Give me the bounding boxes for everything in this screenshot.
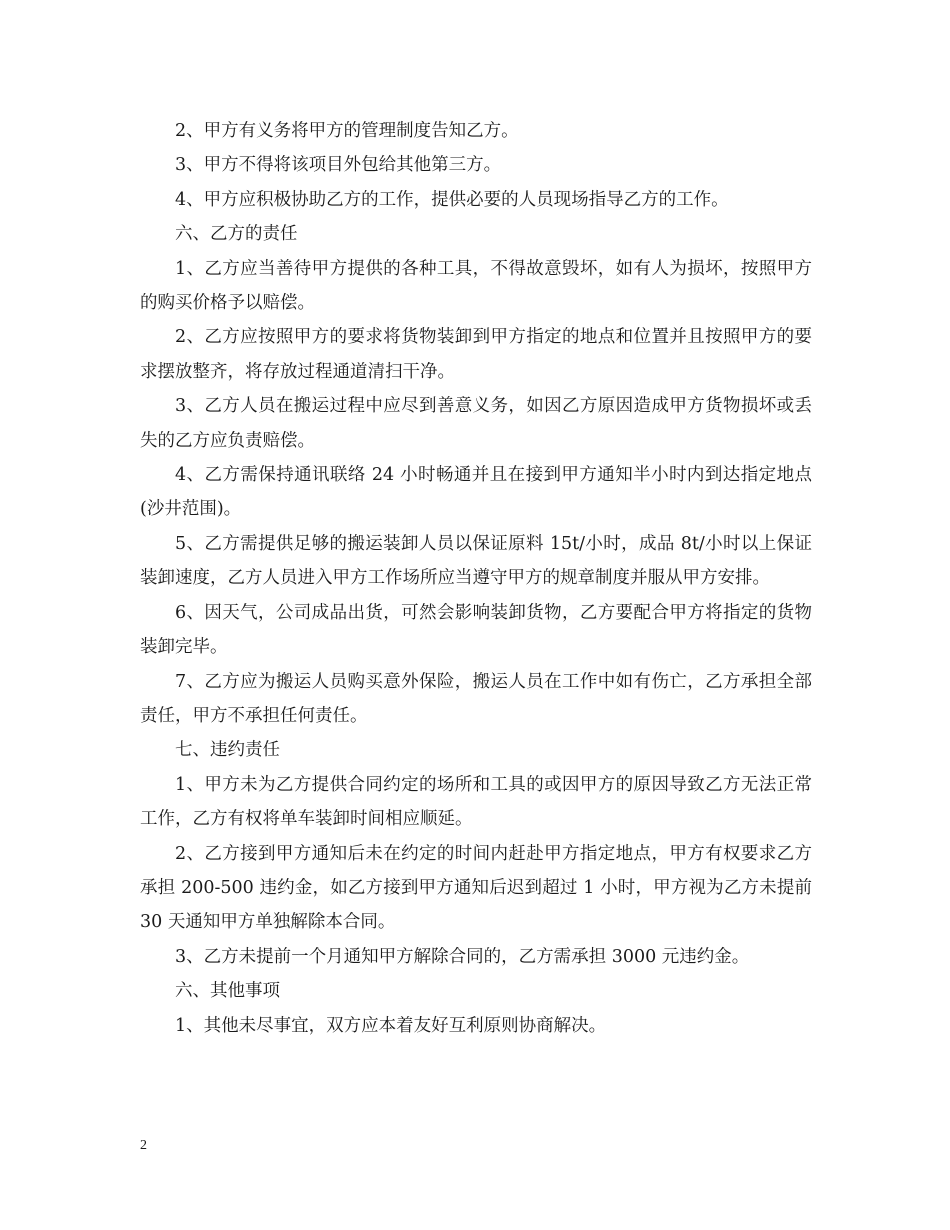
paragraph: 1、甲方未为乙方提供合同约定的场所和工具的或因甲方的原因导致乙方无法正常工作，乙方有权将单车装卸时间相应顺延。 bbox=[140, 774, 812, 830]
paragraph: 3、乙方未提前一个月通知甲方解除合同的，乙方需承担 3000 元违约金。 bbox=[175, 946, 750, 967]
paragraph: 4、甲方应积极协助乙方的工作，提供必要的人员现场指导乙方的工作。 bbox=[175, 189, 729, 210]
paragraph: 2、乙方接到甲方通知后未在约定的时间内赶赴甲方指定地点，甲方有权要求乙方承担 200-500 违约金，如乙方接到甲方通知后迟到超过 1 小时，甲方视为乙方未提前 30 天通知甲方单独解除本合同。 bbox=[140, 843, 812, 933]
paragraph: 4、乙方需保持通讯联络 24 小时畅通并且在接到甲方通知半小时内到达指定地点(沙井范围)。 bbox=[140, 465, 812, 520]
paragraph: 6、因天气，公司成品出货，可然会影响装卸货物，乙方要配合甲方将指定的货物装卸完毕。 bbox=[140, 602, 812, 658]
paragraph: 3、甲方不得将该项目外包给其他第三方。 bbox=[175, 155, 502, 176]
section-heading: 六、其他事项 bbox=[175, 981, 280, 1002]
paragraph: 7、乙方应为搬运人员购买意外保险，搬运人员在工作中如有伤亡，乙方承担全部责任，甲方不承担任何责任。 bbox=[140, 671, 812, 726]
paragraph: 2、乙方应按照甲方的要求将货物装卸到甲方指定的地点和位置并且按照甲方的要求摆放整齐，将存放过程通道清扫干净。 bbox=[140, 327, 812, 382]
document-body bbox=[140, 114, 812, 1043]
paragraph: 5、乙方需提供足够的搬运装卸人员以保证原料 15t/小时，成品 8t/小时以上保证装卸速度，乙方人员进入甲方工作场所应当遵守甲方的规章制度并服从甲方安排。 bbox=[140, 533, 812, 589]
paragraph: 2、甲方有义务将甲方的管理制度告知乙方。 bbox=[175, 121, 519, 141]
section-heading: 六、乙方的责任 bbox=[175, 224, 298, 245]
section-heading: 七、违约责任 bbox=[175, 740, 280, 761]
paragraph: 1、乙方应当善待甲方提供的各种工具，不得故意毁坏，如有人为损坏，按照甲方的购买价格予以赔偿。 bbox=[140, 258, 812, 314]
paragraph: 3、乙方人员在搬运过程中应尽到善意义务，如因乙方原因造成甲方货物损坏或丢失的乙方应负责赔偿。 bbox=[140, 396, 812, 451]
paragraph: 1、其他未尽事宜，双方应本着友好互利原则协商解决。 bbox=[175, 1015, 607, 1036]
page-number: 2 bbox=[140, 1138, 147, 1153]
